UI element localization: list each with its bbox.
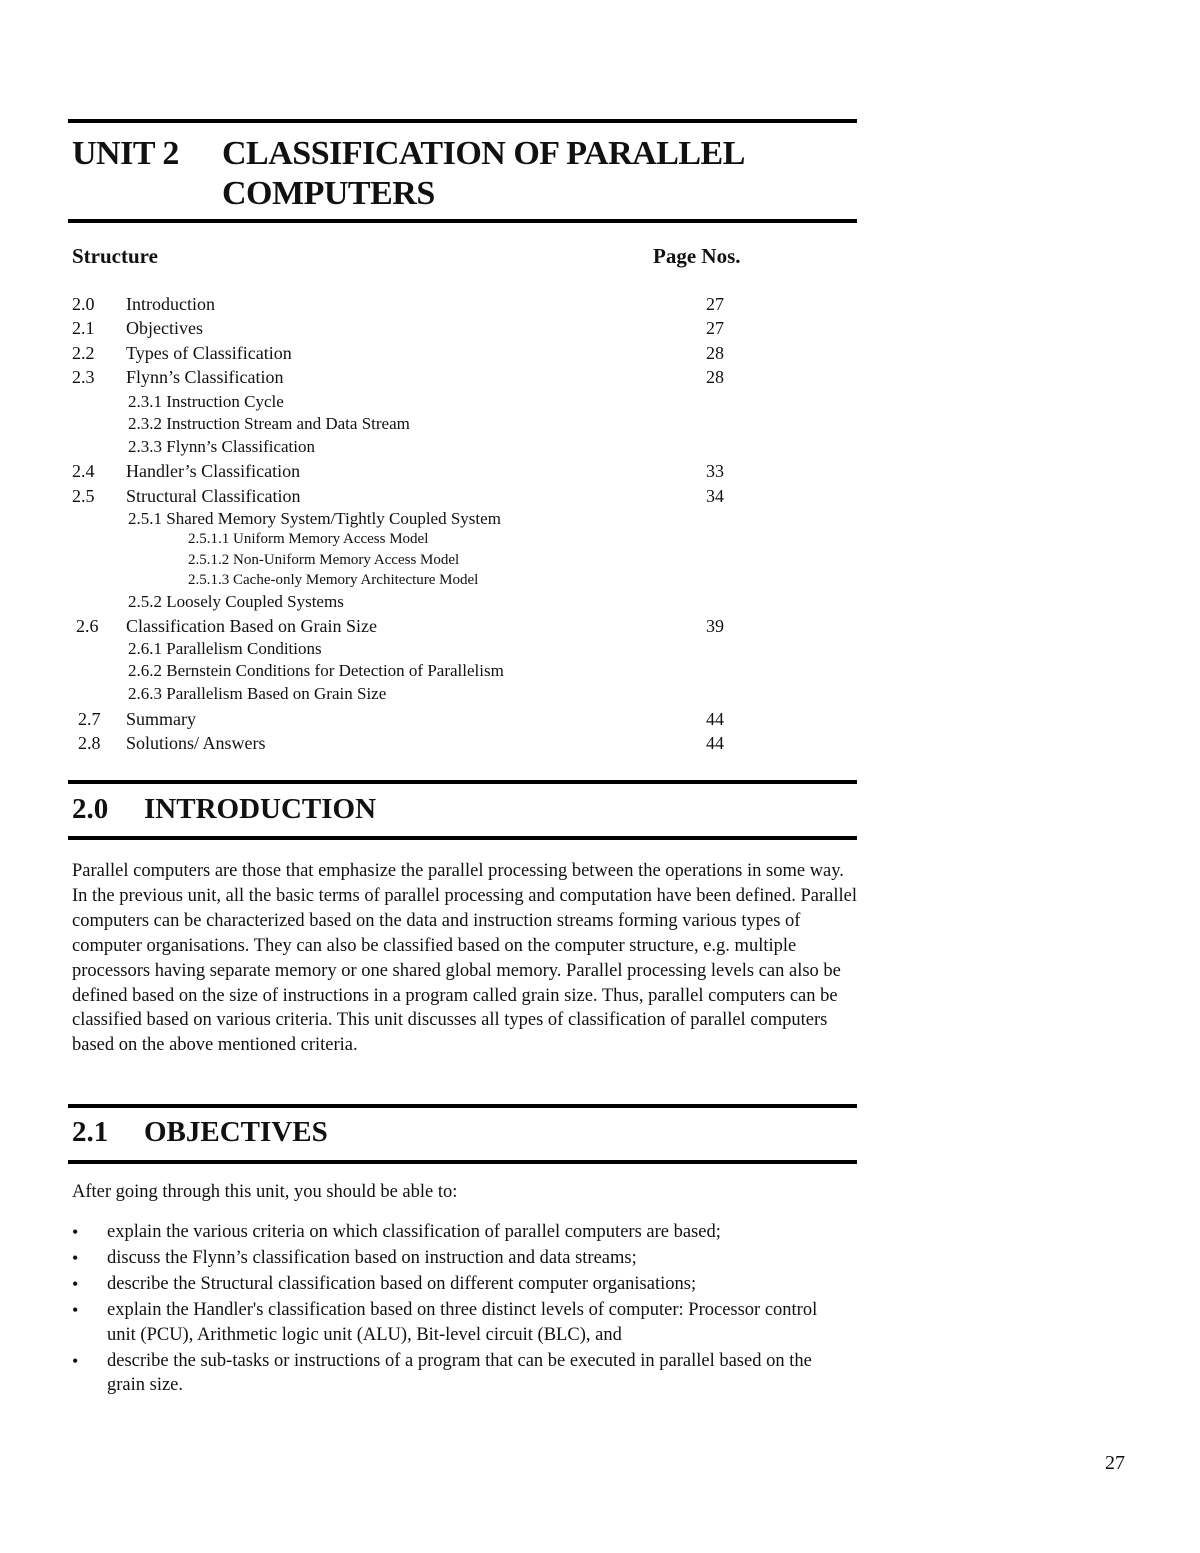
toc-label: 2.6.1 Parallelism Conditions bbox=[128, 639, 322, 658]
objectives-bottom-rule bbox=[68, 1160, 857, 1164]
section-title: OBJECTIVES bbox=[144, 1116, 328, 1148]
toc-subrow[interactable] bbox=[72, 392, 772, 416]
toc-subrow[interactable] bbox=[72, 437, 772, 461]
objective-text: describe the Structural classification based on different computer organisations; bbox=[107, 1274, 697, 1294]
toc-label: Summary bbox=[126, 709, 196, 729]
section-number: 2.0 bbox=[72, 793, 109, 825]
page-nos-heading: Page Nos. bbox=[653, 244, 741, 268]
list-item bbox=[72, 1298, 837, 1347]
toc-number: 2.0 bbox=[72, 294, 95, 314]
toc-label: Handler’s Classification bbox=[126, 461, 301, 481]
toc-label: Types of Classification bbox=[126, 343, 292, 363]
toc-label: 2.6.2 Bernstein Conditions for Detection of Parallelism bbox=[128, 661, 504, 680]
toc-label: 2.5.1 Shared Memory System/Tightly Coupled System bbox=[128, 509, 501, 528]
page-number: 27 bbox=[1105, 1452, 1125, 1474]
bullet-icon: • bbox=[72, 1300, 79, 1320]
objective-text: explain the Handler's classification based on three distinct levels of computer: Processor control unit (PCU), Arithmetic logic unit (ALU), Bit-level circuit (BLC), and bbox=[107, 1300, 818, 1345]
section-number: 2.1 bbox=[72, 1116, 109, 1148]
toc-subrow[interactable] bbox=[72, 661, 772, 685]
objectives-top-rule bbox=[68, 1104, 857, 1108]
introduction-paragraph: Parallel computers are those that emphasize the parallel processing between the operations in some way. In the previous unit, all the basic terms of parallel processing and computation have been defined. Parallel computers can be characterized based on the data and instruction streams forming various types of computer organisations. They can also be classified based on the computer structure, e.g. multiple processors having separate memory or one shared global memory. Parallel processing levels can also be defined based on the size of instructions in a program called grain size. Thus, parallel computers can be classified based on various criteria. This unit discusses all types of classification of parallel computers based on the above mentioned criteria. bbox=[72, 861, 857, 1056]
toc-page: 27 bbox=[706, 318, 724, 338]
toc-page: 44 bbox=[706, 733, 724, 753]
toc-label: 2.5.1.3 Cache-only Memory Architecture Model bbox=[188, 572, 479, 588]
toc-row[interactable] bbox=[72, 367, 772, 391]
bullet-icon: • bbox=[72, 1222, 79, 1242]
list-item bbox=[72, 1246, 862, 1271]
toc-row[interactable] bbox=[72, 486, 772, 510]
toc-label: 2.3.1 Instruction Cycle bbox=[128, 392, 284, 411]
toc-number: 2.5 bbox=[72, 486, 95, 506]
toc-number: 2.1 bbox=[72, 318, 95, 338]
bullet-icon: • bbox=[72, 1274, 79, 1294]
toc-number: 2.2 bbox=[72, 343, 95, 363]
section-title: INTRODUCTION bbox=[144, 793, 377, 825]
objectives-list bbox=[72, 1220, 862, 1399]
toc-page: 39 bbox=[706, 616, 724, 636]
objective-text: explain the various criteria on which classification of parallel computers are based; bbox=[107, 1222, 721, 1242]
toc-subrow[interactable] bbox=[72, 509, 772, 533]
toc-label: Structural Classification bbox=[126, 486, 301, 506]
bullet-icon: • bbox=[72, 1350, 79, 1371]
toc-page: 28 bbox=[706, 367, 724, 387]
toc-subrow[interactable] bbox=[72, 592, 772, 616]
toc-label: Solutions/ Answers bbox=[126, 733, 266, 753]
objective-text: describe the sub-tasks or instructions of a program that can be executed in parallel based on the grain size. bbox=[107, 1350, 812, 1395]
toc-page: 44 bbox=[706, 709, 724, 729]
toc-label: 2.3.3 Flynn’s Classification bbox=[128, 437, 315, 456]
toc-page: 34 bbox=[706, 486, 724, 506]
toc-row[interactable] bbox=[72, 709, 772, 733]
objective-text: discuss the Flynn’s classification based on instruction and data streams; bbox=[107, 1248, 637, 1268]
toc-row[interactable] bbox=[72, 733, 772, 757]
toc-label: 2.5.2 Loosely Coupled Systems bbox=[128, 592, 344, 611]
toc-subrow[interactable] bbox=[72, 684, 772, 708]
list-item bbox=[72, 1272, 862, 1297]
toc-label: Introduction bbox=[126, 294, 215, 314]
toc-row[interactable] bbox=[72, 461, 772, 485]
toc-row[interactable] bbox=[72, 318, 772, 342]
title-bottom-rule bbox=[68, 219, 857, 223]
toc-label: 2.5.1.2 Non-Uniform Memory Access Model bbox=[188, 552, 460, 568]
toc-number: 2.7 bbox=[78, 709, 101, 729]
toc-label: Objectives bbox=[126, 318, 203, 338]
toc-subrow[interactable] bbox=[72, 414, 772, 438]
unit-title: CLASSIFICATION OF PARALLEL COMPUTERS bbox=[222, 135, 744, 212]
toc-number: 2.6 bbox=[76, 616, 99, 636]
list-item bbox=[72, 1349, 847, 1398]
toc-label: Flynn’s Classification bbox=[126, 367, 284, 387]
toc-page: 33 bbox=[706, 461, 724, 481]
toc-label: 2.3.2 Instruction Stream and Data Stream bbox=[128, 414, 410, 433]
toc-page: 27 bbox=[706, 294, 724, 314]
toc-number: 2.4 bbox=[72, 461, 95, 481]
intro-top-rule bbox=[68, 780, 857, 784]
toc-row[interactable] bbox=[72, 343, 772, 367]
intro-bottom-rule bbox=[68, 836, 857, 840]
unit-number: UNIT 2 bbox=[72, 135, 179, 172]
toc-label: 2.6.3 Parallelism Based on Grain Size bbox=[128, 684, 387, 703]
introduction-heading bbox=[72, 793, 376, 826]
toc-number: 2.8 bbox=[78, 733, 101, 753]
toc-label: 2.5.1.1 Uniform Memory Access Model bbox=[188, 531, 429, 547]
toc-label: Classification Based on Grain Size bbox=[126, 616, 377, 636]
toc-number: 2.3 bbox=[72, 367, 95, 387]
toc-page: 28 bbox=[706, 343, 724, 363]
top-rule bbox=[68, 119, 857, 123]
toc-row[interactable] bbox=[72, 294, 772, 318]
structure-heading: Structure bbox=[72, 244, 158, 268]
toc-subrow[interactable] bbox=[72, 639, 772, 663]
bullet-icon: • bbox=[72, 1248, 79, 1268]
objectives-intro: After going through this unit, you should be able to: bbox=[72, 1182, 458, 1202]
list-item bbox=[72, 1220, 862, 1245]
objectives-heading bbox=[72, 1116, 328, 1149]
toc-row[interactable] bbox=[72, 616, 772, 640]
